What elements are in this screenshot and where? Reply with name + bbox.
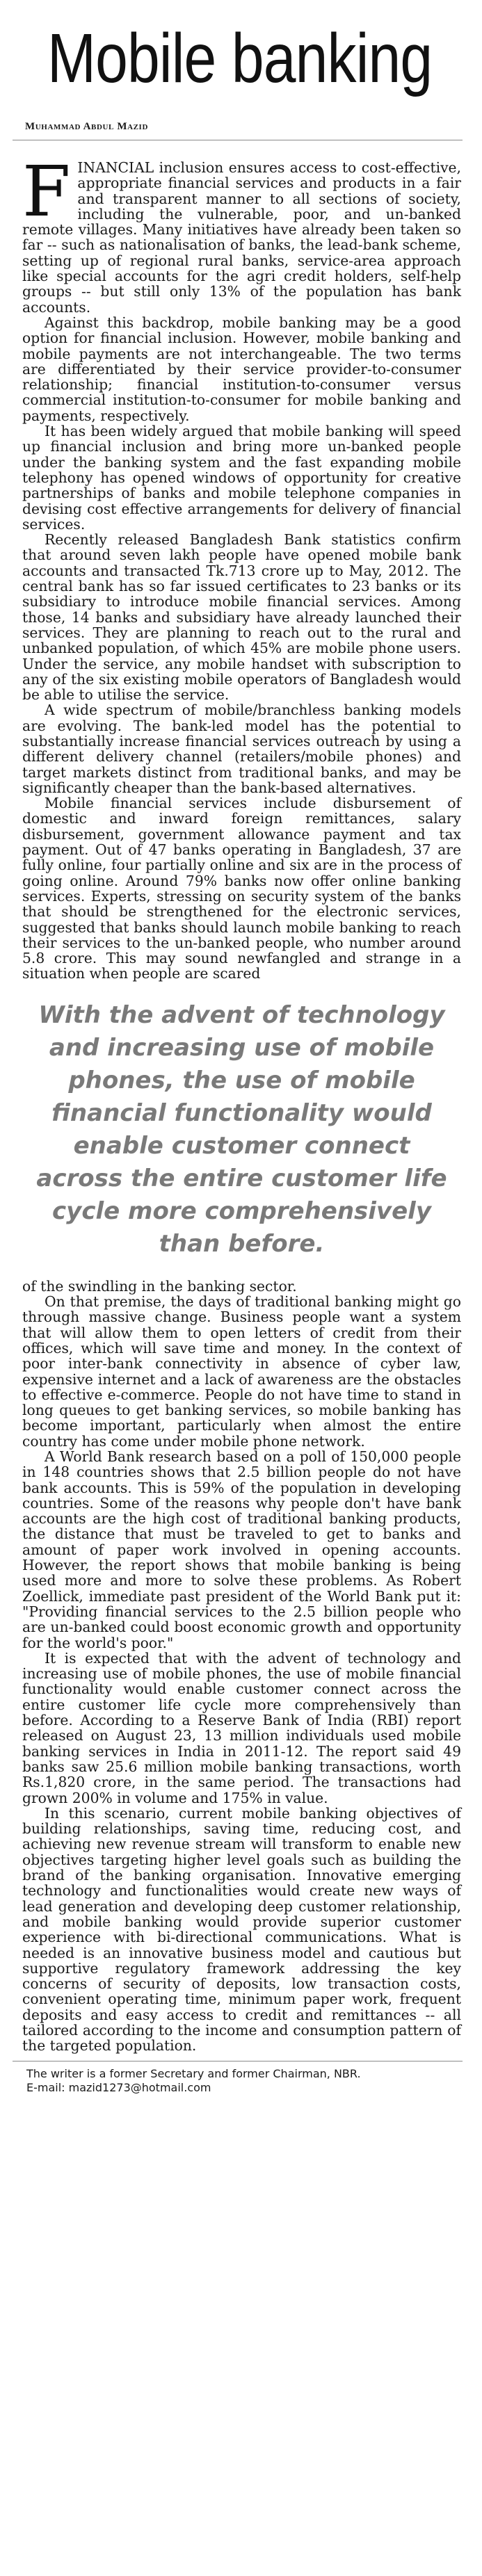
article-paragraph: Against this backdrop, mobile banking may be a good option for financial inclusion. However, mobile banking and mobile payments are not interchangeable. The two terms are differentiated by their service provider-to-consumer relationship; financial institution-to-consumer versus commercial institution-to-consumer for mobile banking and payments, respectively. (22, 314, 461, 424)
pull-quote: With the advent of technology and increasing use of mobile phones, the use of mobile financial functionality would enable customer connect across the entire customer life cycle more comprehensively than before. (36, 1001, 447, 1258)
article-paragraph: A World Bank research based on a poll of 150,000 people in 148 countries shows that 2.5 billion people do not have bank accounts. This is 59% of the population in developing countries. Some of the reasons why people don't have bank accounts are the high cost of traditional banking products, the distance that must be traveled to get to banks and amount of paper work involved in opening accounts. However, the report shows that mobile banking is being used more and more to solve these problems. As Robert Zoellick, immediate past president of the World Bank put it: "Providing financial services to the 2.5 billion people who are un-banked could boost economic growth and opportunity for the world's poor." (22, 1448, 461, 1651)
drop-cap: F (22, 151, 71, 232)
lead-paragraph (22, 151, 461, 316)
article-paragraph: On that premise, the days of traditional banking might go through massive change. Business people want a system that will allow them to open letters of credit from their offices, which will save time and money. In the context of poor inter-bank connectivity in absence of cyber law, expensive internet and a lack of awareness are the obstacles to effective e-commerce. People do not have time to stand in long queues to get banking services, so mobile banking has become important, particularly when almost the entire country has come under mobile phone network. (22, 1293, 461, 1450)
page-title: Mobile banking (47, 19, 433, 97)
article-paragraph: Mobile financial services include disbursement of domestic and inward foreign remittances, salary disbursement, government allowance payment and tax payment. Out of 47 banks operating in Bangladesh, 37 are fully online, four partially online and six are in the process of going online. Around 79% banks now offer online banking services. Experts, stressing on security system of the banks that should be strengthened for the electronic services, suggested that banks should launch mobile banking to reach their services to the un-banked people, who number around 5.8 crore. This may sound newfangled and strange in a situation when people are scared (22, 795, 461, 982)
article-body (22, 151, 461, 2055)
author-footer (26, 2067, 463, 2095)
author-byline: Muhammad Abdul Mazid (25, 121, 148, 132)
author-bio: The writer is a former Secretary and former Chairman, NBR. (26, 2066, 361, 2080)
article-paragraph: A wide spectrum of mobile/branchless banking models are evolving. The bank-led model has the potential to substantially increase financial services outreach by using a different delivery channel (retailers/mobile phones) and target markets distinct from traditional banks, and may be significantly cheaper than the bank-based alternatives. (22, 702, 461, 796)
article-paragraph: It has been widely argued that mobile banking will speed up financial inclusion and bring more un-banked people under the banking system and the fast expanding mobile telephony has opened windows of opportunity for creative partnerships of banks and mobile telephone companies in devising cost effective arrangements for delivery of financial services. (22, 423, 461, 533)
article-paragraph: In this scenario, current mobile banking objectives of building relationships, saving time, reducing cost, and achieving new revenue stream will transform to enable new objectives targeting higher level goals such as building the brand of the banking organisation. Innovative emerging technology and functionalities would create new ways of lead generation and developing deep customer relationship, and mobile banking would provide superior customer experience with bi-directional communications. What is needed is an innovative business model and cautious but supportive regulatory framework addressing the key concerns of security of deposits, low transaction costs, convenient operating time, minimum paper work, frequent deposits and easy access to credit and remittances -- all tailored according to the income and consumption pattern of the targeted population. (22, 1804, 461, 2055)
article-paragraph: Recently released Bangladesh Bank statistics confirm that around seven lakh people have opened mobile bank accounts and transacted Tk.713 crore up to May, 2012. The central bank has so far issued certificates to 23 banks or its subsidiary to introduce mobile financial services. Among those, 14 banks and subsidiary have already launched their services. They are planning to reach out to the rural and unbanked population, of which 45% are mobile phone users. Under the service, any mobile handset with subscription to any of the six existing mobile operators of Bangladesh would be able to utilise the service. (22, 531, 461, 704)
author-email: E-mail: mazid1273@hotmail.com (26, 2080, 211, 2094)
lead-text: INANCIAL inclusion ensures access to cost-effective, appropriate financial services and products in a fair and transparent manner to all sections of society, including the vulnerable, poor, and un-banked remote villages. Many initiatives have already been taken so far -- such as nationalisation of banks, the lead-bank scheme, setting up of regional rural banks, service-area approach like special accounts for the agri credit holders, self-help groups -- but still only 13% of the population has bank accounts. (22, 159, 461, 316)
article-paragraph: It is expected that with the advent of technology and increasing use of mobile phones, the use of mobile financial functionality would enable customer connect across the entire customer life cycle more comprehensively than before. According to a Reserve Bank of India (RBI) report released on August 23, 13 million individuals used mobile banking services in India in 2011-12. The report said 49 banks saw 25.6 million mobile banking transactions, worth Rs.1,820 crore, in the same period. The transactions had grown 200% in volume and 175% in value. (22, 1649, 461, 1806)
continued-paragraph: of the swindling in the banking sector. (22, 1277, 297, 1295)
